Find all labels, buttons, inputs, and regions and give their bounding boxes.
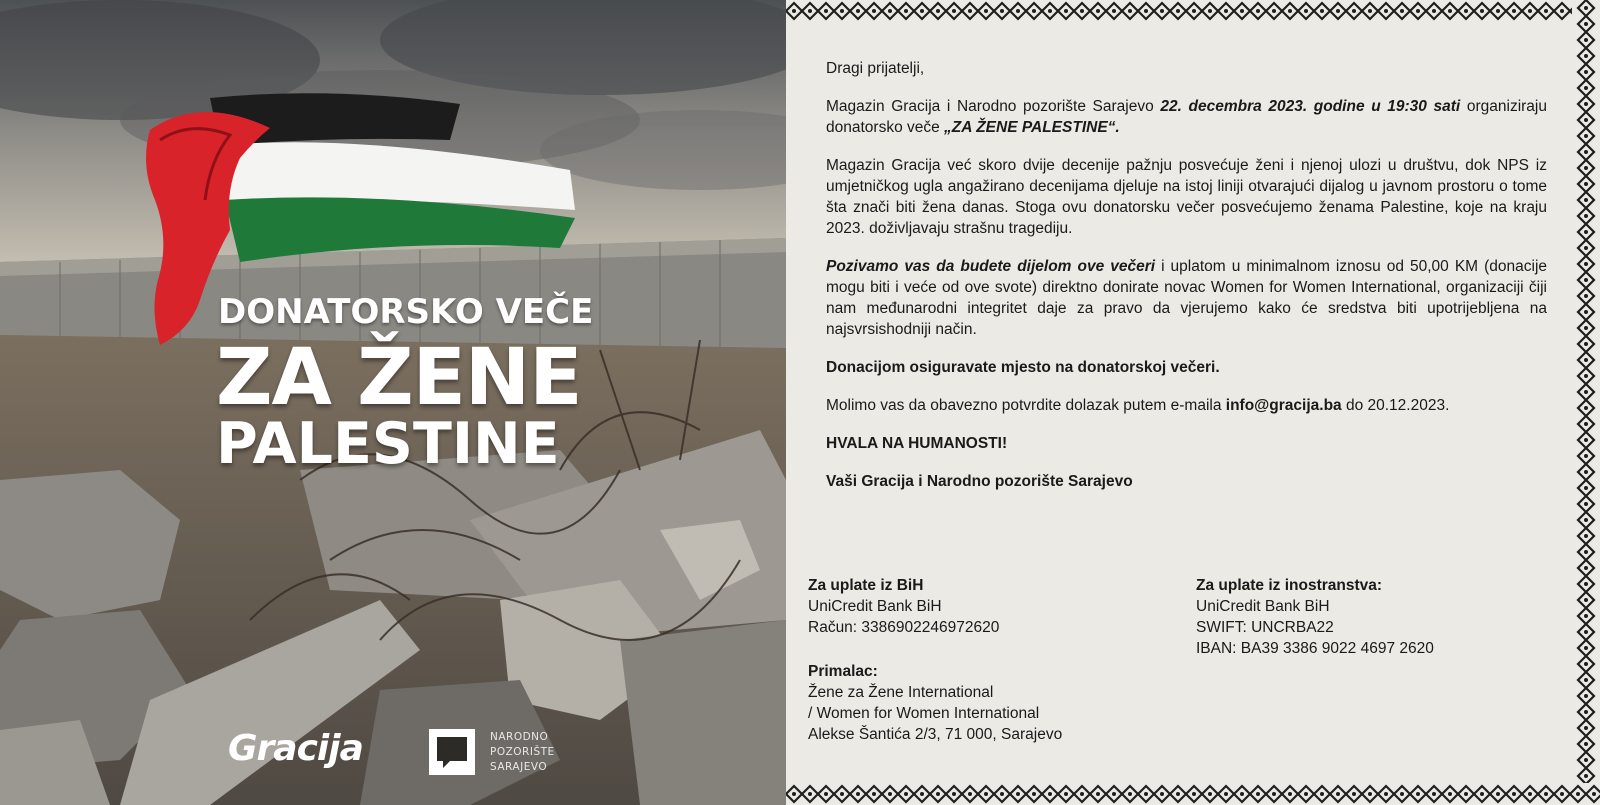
payment-bih-title: Za uplate iz BiH: [808, 577, 924, 594]
poster-panel: [0, 0, 786, 805]
rubble: [0, 430, 786, 805]
paragraph-invite: [826, 256, 1547, 340]
recipient-title: Primalac:: [808, 663, 878, 680]
payment-foreign-title: Za uplate iz inostranstva:: [1196, 577, 1383, 594]
rsvp-text: Molimo vas da obavezno potvrdite dolazak putem e-maila: [826, 397, 1226, 414]
poster-title-line1: DONATORSKO VEČE: [218, 292, 594, 332]
poster-title-line2: ZA ŽENE: [216, 333, 582, 423]
nps-line3: SARAJEVO: [490, 761, 548, 773]
gracija-logo: Gracija: [228, 728, 363, 769]
recipient-name-en: / Women for Women International: [808, 705, 1040, 722]
event-text-2: organiziraju donatorsko veče: [826, 98, 1547, 136]
nps-line2: POZORIŠTE: [490, 746, 555, 758]
keffiyeh-border-top: [786, 0, 1600, 22]
payment-bih: [808, 575, 999, 638]
letter-panel: [786, 0, 1600, 805]
paragraph-event: [826, 96, 1547, 138]
event-date: 22. decembra 2023. godine u 19:30 sati: [1160, 98, 1461, 115]
paragraph-seat: Donacijom osiguravate mjesto na donatorskoj večeri.: [826, 359, 1220, 376]
recipient-name: Žene za Žene International: [808, 684, 994, 701]
keffiyeh-border-right: [1572, 0, 1600, 805]
keffiyeh-border-bottom: [786, 783, 1600, 805]
nps-logo-icon: [428, 728, 476, 776]
payment-bih-account: Račun: 3386902246972620: [808, 619, 1000, 636]
rsvp-email-link[interactable]: info@gracija.ba: [1225, 397, 1342, 414]
recipient-address: Alekse Šantića 2/3, 71 000, Sarajevo: [808, 726, 1063, 743]
event-name: „ZA ŽENE PALESTINE“.: [944, 119, 1120, 136]
poster-title-line3: PALESTINE: [216, 411, 560, 477]
nps-logo-text: [490, 730, 555, 775]
payment-foreign: [1196, 575, 1434, 659]
invite-lead: Pozivamo vas da budete dijelom ove večeri: [826, 258, 1156, 275]
letter-body: [826, 58, 1547, 509]
greeting: Dragi prijatelji,: [826, 60, 925, 77]
nps-line1: NARODNO: [490, 731, 549, 743]
paragraph-about: Magazin Gracija već skoro dvije decenije pažnju posvećuje ženi i njenoj ulozi u društvu, dok NPS iz umjetničkog ugla angažirano decenijama djeluje na istoj liniji otvarajući dijalog u javnom prostoru o tome šta znači biti žena danas. Stoga ovu donatorsku večer posvećujemo ženama Palestine, koje na kraju 2023. doživljavaju strašnu tragediju.: [826, 157, 1547, 237]
invite-text: i uplatom u minimalnom iznosu od 50,00 KM (donacije mogu biti i veće od ove svote) direktno donirate novac Women for Women International, organizaciji čiji nam međunarodni integritet daje za pravo da vjerujemo kako će sredstva biti upotrijebljena na najsvrsishodniji način.: [826, 258, 1548, 338]
paragraph-thanks: HVALA NA HUMANOSTI!: [826, 435, 1008, 452]
payment-recipient: [808, 661, 1062, 745]
rsvp-deadline: do 20.12.2023.: [1341, 397, 1450, 414]
payment-bih-bank: UniCredit Bank BiH: [808, 598, 942, 615]
payment-foreign-bank: UniCredit Bank BiH: [1196, 598, 1330, 615]
signature: Vaši Gracija i Narodno pozorište Sarajevo: [826, 473, 1133, 490]
event-text: Magazin Gracija i Narodno pozorište Sarajevo: [826, 98, 1161, 115]
paragraph-rsvp: [826, 395, 1547, 416]
payment-foreign-swift: SWIFT: UNCRBA22: [1196, 619, 1334, 636]
payment-foreign-iban: IBAN: BA39 3386 9022 4697 2620: [1196, 640, 1434, 657]
